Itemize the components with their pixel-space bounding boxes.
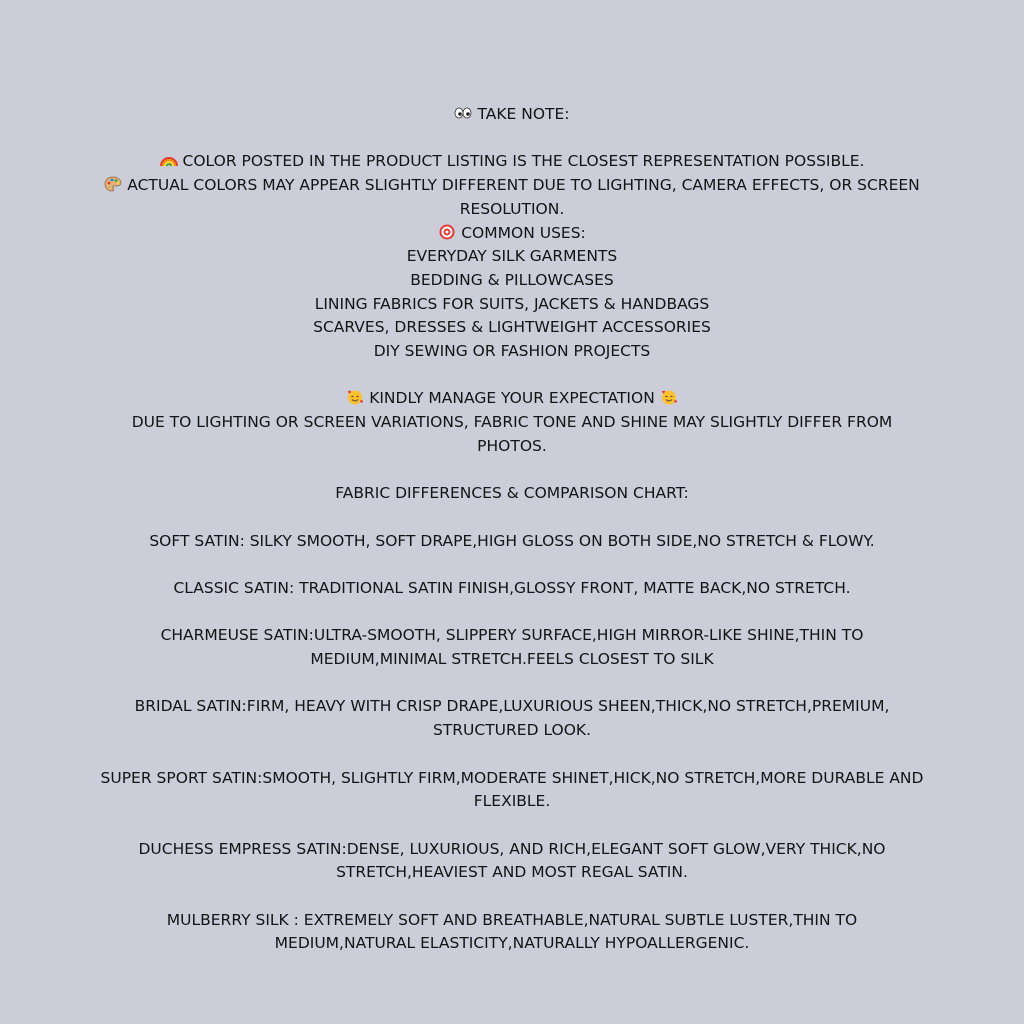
color-posted-line: COLOR POSTED IN THE PRODUCT LISTING IS THE CLOSEST REPRESENTATION POSSIBLE. (96, 150, 928, 174)
fabric-item-soft-satin: SOFT SATIN: SILKY SMOOTH, SOFT DRAPE,HIGH GLOSS ON BOTH SIDE,NO STRETCH & FLOWY. (149, 531, 875, 550)
use-item: LINING FABRICS FOR SUITS, JACKETS & HANDBAGS (314, 294, 710, 313)
spacer (96, 506, 928, 530)
expectation-heading: KINDLY MANAGE YOUR EXPECTATION (96, 387, 928, 411)
fabric-item-classic-satin: CLASSIC SATIN: TRADITIONAL SATIN FINISH,GLOSSY FRONT, MATTE BACK,NO STRETCH. (173, 578, 851, 597)
spacer (96, 459, 928, 483)
fabric-item-charmeuse-satin: CHARMEUSE SATIN:ULTRA-SMOOTH, SLIPPERY SURFACE,HIGH MIRROR-LIKE SHINE,THIN TO MEDIUM,MINIMAL STRETCH.FEELS CLOSEST TO SILK (160, 626, 864, 669)
spacer (96, 601, 928, 625)
spacer (96, 553, 928, 577)
fabric-item-duchess-empress-satin: DUCHESS EMPRESS SATIN:DENSE, LUXURIOUS, AND RICH,ELEGANT SOFT GLOW,VERY THICK,NO STRETCH,HEAVIEST AND MOST REGAL SATIN. (138, 839, 886, 882)
common-uses-heading: COMMON USES: (96, 222, 928, 246)
rainbow-icon (160, 152, 178, 168)
palette-icon (104, 176, 122, 192)
spacer (96, 743, 928, 767)
eyes-icon (454, 105, 472, 121)
use-item: DIY SEWING OR FASHION PROJECTS (373, 342, 651, 361)
use-item: SCARVES, DRESSES & LIGHTWEIGHT ACCESSORIES (313, 318, 711, 337)
expectation-text: DUE TO LIGHTING OR SCREEN VARIATIONS, FABRIC TONE AND SHINE MAY SLIGHTLY DIFFER FROM PHOTOS. (131, 413, 893, 455)
comparison-heading: FABRIC DIFFERENCES & COMPARISON CHART: (335, 484, 689, 503)
info-text-block (96, 103, 928, 956)
spacer (96, 814, 928, 838)
spacer (96, 127, 928, 151)
smiling-face-with-hearts-icon (660, 389, 678, 405)
smiling-face-with-hearts-icon (346, 389, 364, 405)
use-item: BEDDING & PILLOWCASES (410, 270, 614, 289)
fabric-item-mulberry-silk: MULBERRY SILK : EXTREMELY SOFT AND BREATHABLE,NATURAL SUBTLE LUSTER,THIN TO MEDIUM,NATURAL ELASTICITY,NATURALLY HYPOALLERGENIC. (166, 910, 858, 953)
fabric-item-super-sport-satin: SUPER SPORT SATIN:SMOOTH, SLIGHTLY FIRM,MODERATE SHINET,HICK,NO STRETCH,MORE DURABLE AND FLEXIBLE. (100, 768, 924, 811)
spacer (96, 364, 928, 388)
spacer (96, 672, 928, 696)
take-note-heading: TAKE NOTE: (96, 103, 928, 127)
fabric-item-bridal-satin: BRIDAL SATIN:FIRM, HEAVY WITH CRISP DRAPE,LUXURIOUS SHEEN,THICK,NO STRETCH,PREMIUM, STRUCTURED LOOK. (134, 697, 890, 740)
target-icon (438, 224, 456, 240)
spacer (96, 885, 928, 909)
actual-colors-line: ACTUAL COLORS MAY APPEAR SLIGHTLY DIFFERENT DUE TO LIGHTING, CAMERA EFFECTS, OR SCREEN RESOLUTION. (96, 174, 928, 221)
use-item: EVERYDAY SILK GARMENTS (406, 247, 618, 266)
